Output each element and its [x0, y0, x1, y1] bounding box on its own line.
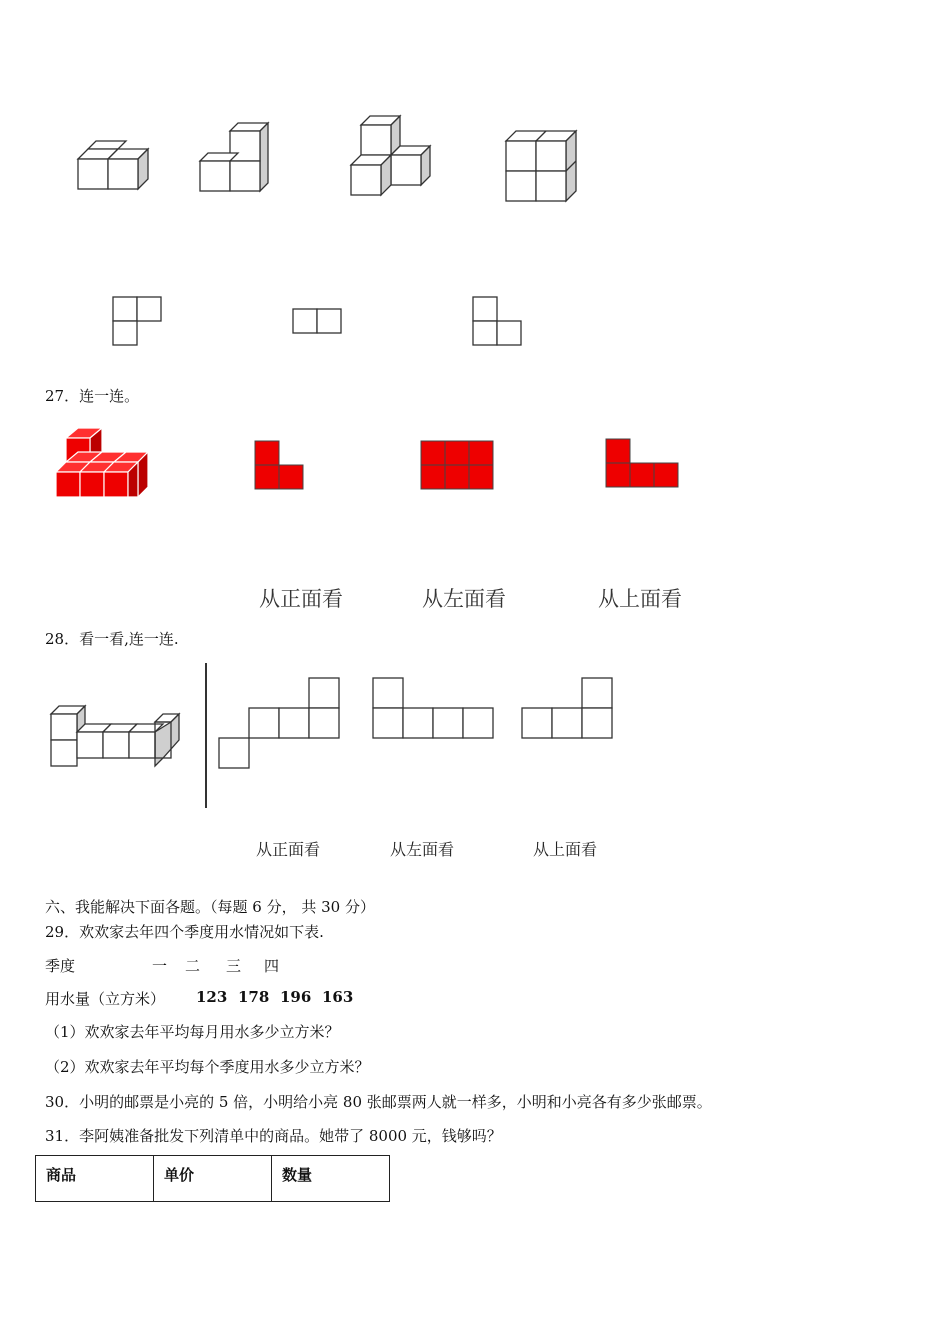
- cube-figure-3: [345, 110, 440, 200]
- q28-view-1: [218, 677, 342, 771]
- q27-title: 27．连一连。: [45, 387, 140, 405]
- red-cube-figure: [52, 425, 152, 500]
- q29-row2-label: 用水量（立方米）: [45, 990, 166, 1008]
- q29-sub1: （1）欢欢家去年平均每月用水多少立方米？: [45, 1023, 340, 1041]
- view-shape-1: [112, 296, 164, 348]
- goods-table: [35, 1155, 390, 1202]
- view-shape-2: [292, 308, 344, 336]
- q29-quarter-4: 四: [264, 957, 280, 975]
- red-view-3: [605, 438, 681, 490]
- q28-view-left: 从左面看: [390, 840, 455, 859]
- q29-value-3: 196: [280, 988, 312, 1006]
- q28-view-2: [372, 677, 497, 741]
- q29-value-4: 163: [322, 988, 354, 1006]
- q27-view-front: 从正面看: [259, 587, 343, 611]
- q29-sub2: （2）欢欢家去年平均每个季度用水多少立方米？: [45, 1058, 370, 1076]
- table-header-cell: 商品: [36, 1156, 154, 1202]
- q29-quarter-2: 二: [185, 957, 201, 975]
- q29-quarter-1: 一: [152, 957, 168, 975]
- q30-text: 30．小明的邮票是小亮的 5 倍，小明给小亮 80 张邮票两人就一样多，小明和小亮各有多少张邮票。: [45, 1093, 712, 1111]
- q31-text: 31．李阿姨准备批发下列清单中的商品。她带了 8000 元，钱够吗？: [45, 1127, 502, 1145]
- q29-title: 29．欢欢家去年四个季度用水情况如下表.: [45, 923, 324, 941]
- divider-line: [205, 663, 207, 808]
- q28-cube-figure: [45, 700, 190, 775]
- q28-title: 28．看一看,连一连.: [45, 630, 179, 648]
- q28-view-top: 从上面看: [533, 840, 598, 859]
- table-header-cell: 单价: [154, 1156, 272, 1202]
- red-view-2: [420, 440, 496, 492]
- q28-view-front: 从正面看: [256, 840, 321, 859]
- q27-view-left: 从左面看: [422, 587, 506, 611]
- q28-view-3: [521, 677, 616, 741]
- cube-figure-4: [500, 125, 590, 210]
- q29-value-1: 123: [196, 988, 228, 1006]
- view-shape-3: [472, 296, 524, 348]
- section6-title: 六、我能解决下面各题。（每题 6 分， 共 30 分）: [45, 898, 375, 916]
- table-header-cell: 数量: [272, 1156, 390, 1202]
- q29-quarter-3: 三: [226, 957, 242, 975]
- q29-row1-label: 季度: [45, 957, 76, 975]
- q29-value-2: 178: [238, 988, 270, 1006]
- red-view-1: [254, 440, 306, 492]
- cube-figure-2: [190, 115, 280, 200]
- cube-figure-1: [70, 130, 160, 200]
- table-header-row: [36, 1156, 390, 1202]
- q27-view-top: 从上面看: [598, 587, 682, 611]
